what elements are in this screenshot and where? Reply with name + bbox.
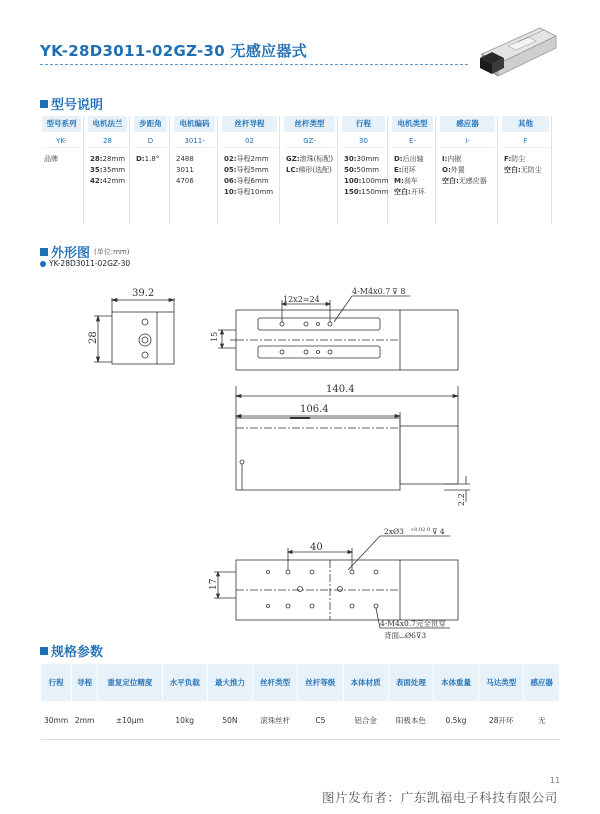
model-option-line: 42:42mm [90, 177, 126, 185]
spec-value-cell: 无 [524, 702, 560, 740]
dim-12x2: 12x2=24 [283, 295, 320, 304]
spec-value-row [41, 702, 560, 740]
model-option-line: 2488 [176, 155, 194, 163]
model-column-header: 步距角 [134, 116, 167, 132]
drawing-model-text: YK-28D3011-02GZ-30 [49, 259, 131, 268]
spec-header-cell: 丝杆等级 [298, 664, 343, 702]
section-title: 规格参数 [51, 645, 104, 660]
model-column-code: F [502, 134, 549, 148]
spec-table [40, 663, 560, 740]
dim-140-4: 140.4 [326, 384, 355, 395]
spec-header-cell: 感应器 [524, 664, 560, 702]
spec-value-cell: ±10μm [98, 702, 163, 740]
model-option-line: 4706 [176, 177, 194, 185]
model-option-line: 品牌 [44, 155, 58, 163]
model-option-line: M:刹车 [394, 177, 418, 185]
model-option-line: 30:30mm [344, 155, 380, 163]
counterbore: 背面⌴Ø6⊽3 [384, 631, 427, 640]
model-option-line: D:1.8° [136, 155, 160, 163]
spec-header-row [41, 664, 560, 702]
model-column-header: 行程 [342, 116, 385, 132]
spec-header-cell: 马达类型 [479, 664, 524, 702]
model-option-line: 空白:无感应器 [442, 177, 487, 185]
spec-value-cell: 铝合金 [343, 702, 388, 740]
page-number: 11 [550, 776, 561, 785]
pin-depth: ⊽ 4 [432, 527, 445, 536]
model-column-header: 丝杆类型 [284, 116, 335, 132]
model-option-line: E:闭环 [394, 166, 416, 174]
model-column-header: 电机编码 [174, 116, 215, 132]
spec-value-cell: 30mm [41, 702, 72, 740]
spec-header-cell: 表面处理 [388, 664, 433, 702]
section-heading-specs [40, 641, 103, 660]
model-option-line: 10:导程10mm [224, 188, 274, 196]
model-column-header: 丝杆导程 [222, 116, 277, 132]
model-option-line: 06:导程6mm [224, 177, 269, 185]
top-view [218, 296, 458, 370]
dim-39-2: 39.2 [132, 288, 155, 299]
model-option-line: O:外置 [442, 166, 465, 174]
dim-40: 40 [310, 542, 323, 553]
model-column-code: GZ- [284, 134, 335, 148]
model-column-header: 感应器 [440, 116, 495, 132]
model-column-code: 02 [222, 134, 277, 148]
spec-header-cell: 导程 [72, 664, 98, 702]
spec-header-cell: 本体材质 [343, 664, 388, 702]
thread-top: 4-M4x0.7 [352, 287, 391, 296]
spec-value-cell: 滚珠丝杆 [253, 702, 298, 740]
model-option-line: 50:50mm [344, 166, 380, 174]
pin-hole: 2xØ3 [384, 527, 404, 536]
section-marker [40, 647, 48, 655]
model-option-line: 35:35mm [90, 166, 126, 174]
spec-value-cell: 2mm [72, 702, 98, 740]
model-option-line: LC:梯形(选配) [286, 166, 332, 174]
model-column-code: 30 [342, 134, 385, 148]
spec-header-cell: 本体重量 [433, 664, 478, 702]
dim-106-4: 106.4 [300, 404, 329, 415]
model-option-line: 150:150mm [344, 188, 389, 196]
model-option-line: 28:28mm [90, 155, 126, 163]
pin-tolerance: +0.02 0 [410, 527, 431, 533]
spec-header-cell: 水平负载 [162, 664, 207, 702]
model-column-header: 电机类型 [392, 116, 433, 132]
model-option-line: 空白:开环 [394, 188, 425, 196]
dim-28: 28 [88, 331, 99, 344]
spec-value-cell: 10kg [162, 702, 207, 740]
model-column-header: 电机法兰 [88, 116, 127, 132]
spec-header-cell: 最大推力 [207, 664, 252, 702]
model-column-code: YK- [42, 134, 81, 148]
model-column-code: E- [392, 134, 433, 148]
spec-value-cell: 阳极本色 [388, 702, 433, 740]
model-option-line: GZ:滚珠(标配) [286, 155, 334, 163]
model-option-line: 05:导程5mm [224, 166, 269, 174]
spec-value-cell: 28开环 [479, 702, 524, 740]
spec-header-cell: 丝杆类型 [253, 664, 298, 702]
model-option-line: D:后出轴 [394, 155, 424, 163]
model-column-header: 其他 [502, 116, 549, 132]
thread-top-depth: ⊽ 8 [392, 287, 406, 296]
spec-header-cell: 行程 [41, 664, 72, 702]
model-option-line: I:内嵌 [442, 155, 462, 163]
section-title: 外形图 [51, 246, 91, 261]
spec-value-cell: C5 [298, 702, 343, 740]
dim-2-2: 2.2 [457, 493, 466, 506]
model-option-line: 100:100mm [344, 177, 389, 185]
model-column-code: D [134, 134, 167, 148]
model-option-line: 3011 [176, 166, 194, 174]
bottom-view [214, 536, 458, 628]
front-view [236, 386, 470, 502]
model-option-line: F:防尘 [504, 155, 526, 163]
model-option-line: 空白:无防尘 [504, 166, 542, 174]
model-column-code: 3011- [174, 134, 215, 148]
dim-17: 17 [209, 578, 219, 590]
model-option-line: 02:导程2mm [224, 155, 269, 163]
unit-note: (单位:mm) [94, 247, 130, 256]
spec-value-cell: 0.5kg [433, 702, 478, 740]
model-column-code: I- [440, 134, 495, 148]
dim-15: 15 [210, 331, 219, 342]
side-view [94, 298, 174, 364]
footer-credit: 图片发布者：广东凯福电子科技有限公司 [322, 790, 558, 805]
section-title: 型号说明 [51, 98, 104, 113]
page-title: YK-28D3011-02GZ-30 无感应器式 [40, 42, 308, 60]
spec-value-cell: 50N [207, 702, 252, 740]
model-column-code: 28 [88, 134, 127, 148]
thread-bottom: 4-M4x0.7完全贯穿 [380, 619, 446, 628]
spec-header-cell: 重复定位精度 [98, 664, 163, 702]
model-column-header: 型号系列 [42, 116, 81, 132]
